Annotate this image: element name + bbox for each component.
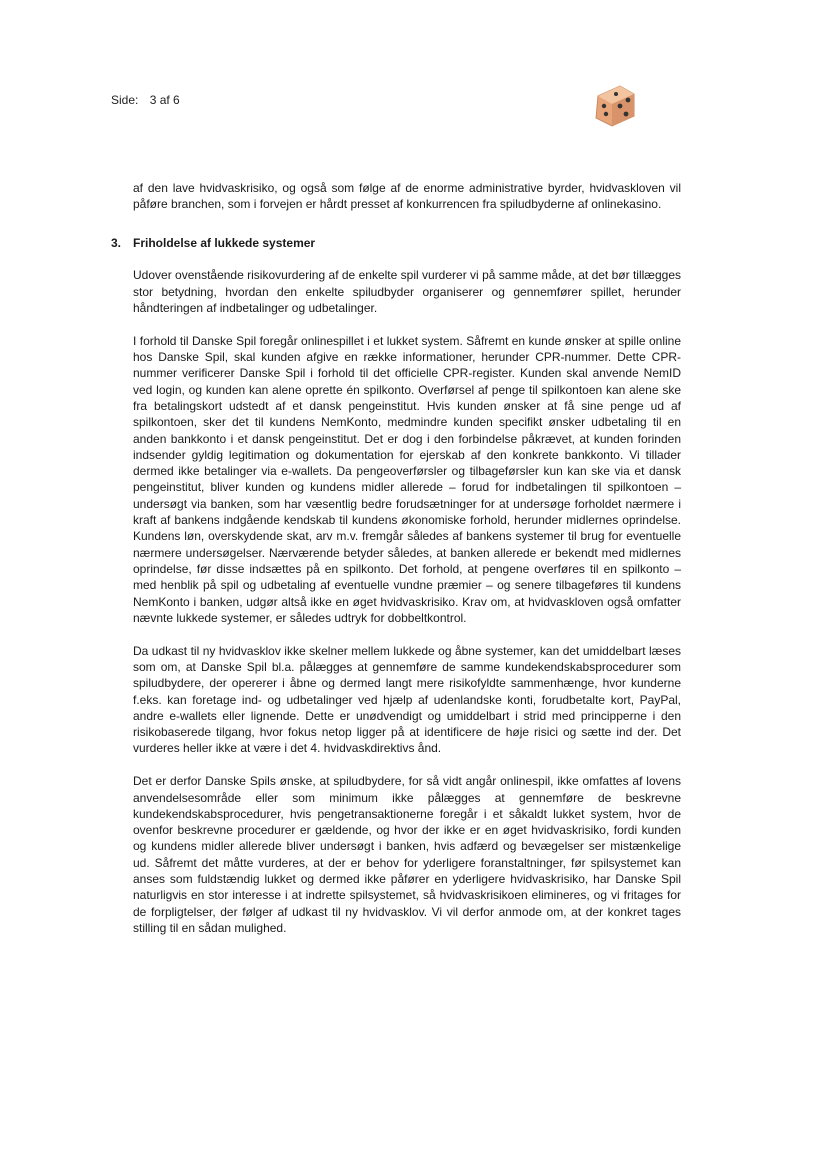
section-paragraph: Da udkast til ny hvidvasklov ikke skelner mellem lukkede og åbne systemer, kan det umiddelbart læses som om, at Danske Spil bl.a. pålægges at gennemføre de samme kundekendskabsprocedurer som spiludbydere, der opererer i åbne og dermed langt mere risikofyldte sammenhænge, hvor kunderne f.eks. kan foretage ind- og udbetalinger ved hjælp af udenlandske konti, forudbetalte kort, PayPal, andre e-wallets eller lignende. Dette er unødvendigt og umiddelbart i strid med principperne i den risikobaserede tilgang, hvor fokus netop ligger på at identificere de høje risici og sætte ind der. Det vurderes heller ikke at være i det 4. hvidvaskdirektivs ånd.	[133, 643, 681, 756]
section-paragraph: Udover ovenstående risikovurdering af de enkelte spil vurderer vi på samme måde, at det bør tillægges stor betydning, hvordan den enkelte spiludbyder organiserer og gennemfører spillet, herunder håndteringen af indbetalinger og udbetalinger.	[133, 268, 681, 315]
section-3	[111, 235, 681, 937]
section-paragraph: I forhold til Danske Spil foregår onlinespillet i et lukket system. Såfremt en kunde ønsker at spille online hos Danske Spil, skal kunden afgive en række informationer, herunder CPR-nummer. Dette CPR-nummer verificerer Danske Spil i forhold til det officielle CPR-register. Kunden skal anvende NemID ved login, og kunden kan alene oprette én spilkonto. Overførsel af penge til spilkontoen kan alene ske fra betalingskort udstedt af et dansk pengeinstitut. Hvis kunden ønsker at få sine penge ud af spilkontoen, sker det til kundens NemKonto, medmindre kunden specifikt ønsker udbetaling til en anden bankkonto i et dansk pengeinstitut. Det er dog i den forbindelse påkrævet, at kunden forinden indsender gyldig legitimation og dokumentation for ejerskab af den konkrete bankkonto. Vi tillader dermed ikke betalinger via e-wallets. Da pengeoverførsler og tilbageførsler kun kan ske via et dansk pengeinstitut, bliver kunden og kundens midler allerede – forud for indbetalingen til spilkontoen – undersøgt via banken, som har væsentlig bedre forudsætninger for at undersøge forholdet nærmere i kraft af bankens indgående kendskab til kundens økonomiske forhold, herunder midlernes oprindelse. Kundens løn, overskydende skat, arv m.v. fremgår således af bankens systemer til brug for eventuelle nærmere undersøgelser. Nærværende betyder således, at banken allerede er bekendt med midlernes oprindelse, før disse indsættes på en spilkonto. Det forhold, at pengene overføres til en spilkonto – med henblik på spil og udbetaling af eventuelle vundne præmier – og senere tilbageføres til kundens NemKonto i banken, udgør altså ikke en øget hvidvaskrisiko. Krav om, at hvidvaskloven også omfatter nævnte lukkede systemer, er således udtryk for dobbeltkontrol.	[133, 333, 681, 625]
section-title: Friholdelse af lukkede systemer	[133, 235, 316, 250]
page-number: 3 af 6	[149, 93, 180, 107]
page-header	[111, 93, 180, 107]
section-number: 3.	[111, 235, 122, 250]
dice-logo-icon	[590, 80, 640, 128]
page-label: Side:	[111, 93, 139, 107]
section-paragraph: Det er derfor Danske Spils ønske, at spiludbydere, for så vidt angår onlinespil, ikke omfattes af lovens anvendelsesområde eller som minimum ikke pålægges at gennemføre de beskrevne kundekendskabsprocedurer, hvis pengetransaktionerne foregår i et såkaldt lukket system, hvor de ovenfor beskrevne procedurer er gældende, og hvor der ikke er en øget hvidvaskrisiko, fordi kunden og kundens midler allerede bliver undersøgt i banken, hvis adfærd og bevægelser ser mistænkelige ud. Såfremt det måtte vurderes, at der er behov for yderligere foranstaltninger, før spilsystemet kan anses som fuldstændig lukket og dermed ikke påfører en yderligere hvidvaskrisiko, har Danske Spil naturligvis en stor interesse i at indrette spilsystemet, så hvidvaskrisikoen elimineres, og vi fritages for de forpligtelser, der følger af udkast til ny hvidvasklov. Vi vil derfor anmode om, at der konkret tages stilling til en sådan mulighed.	[133, 774, 681, 935]
document-body	[111, 180, 681, 953]
intro-paragraph: af den lave hvidvaskrisiko, og også som følge af de enorme administrative byrder, hvidvaskloven vil påføre branchen, som i forvejen er hårdt presset af konkurrencen fra spiludbyderne af onlinekasino.	[133, 181, 681, 212]
